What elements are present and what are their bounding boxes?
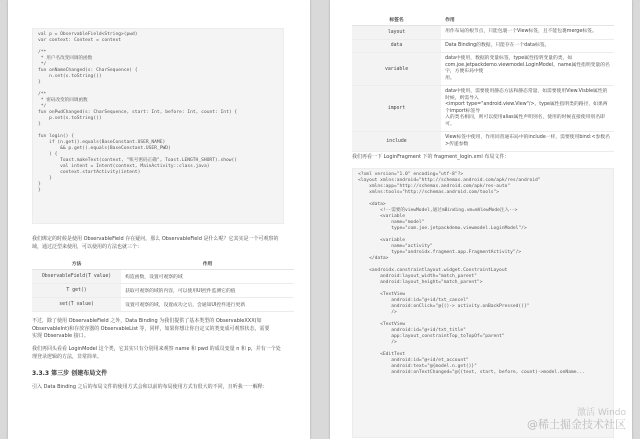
text-line: context.startActivity(intent) [38,170,141,175]
tag-desc-cell [441,26,614,40]
text-line: <EditText [358,352,406,357]
text-line: android:layout_height="match_parent"> [358,280,483,285]
text-line: android:text="@{model.n.get()}" [358,364,477,369]
table-row [32,270,294,284]
desc-cell: 构造函数，设置可观察的域 [121,270,294,284]
text-line: <?xml version="1.0" encoding="utf-8"?> [358,172,464,177]
text-line: <variable [358,214,406,219]
kotlin-code-block [32,28,284,224]
section-heading: 3.3.3 第三步 创建布局文件 [32,370,108,377]
table-row [352,132,614,152]
paragraph-fragment-login: 我们再看一下 LoginFragment 下的 fragment_login.xml 布局文件： [352,154,510,160]
text-line: Toast.makeText(context, "账号密码正确", Toast.LENGTH_SHORT).show() [38,158,238,163]
text-line: 用。 [445,75,455,81]
text-line: </data> [358,256,389,261]
text-line: type="com.joe.jetpackdemo.viewmodel.LoginModel"/> [358,226,527,231]
text-line: android:id="@+id/txt_cancel" [358,298,469,303]
text-line: android:onTextChanged="@{(text, start, before, count)->model.onName... [358,370,585,375]
tag-cell: data [352,39,441,53]
paragraph-observable-types [32,318,294,341]
tag-desc-header: 作用 [441,14,614,26]
text-line: } [38,176,52,181]
method-cell: T get() [32,284,121,298]
text-line: <TextView [358,292,406,297]
text-line: /** [38,50,47,55]
tag-desc-cell [441,86,614,132]
text-line: * 密码改变的回调函数 [38,98,88,103]
paragraph-layout-intro [32,384,294,392]
text-line: type="androidx.fragment.app.FragmentActivity"/> [358,250,522,255]
tag-header: 标签名 [352,14,441,26]
method-header: 方法 [32,258,121,270]
text-line: 域，通过泛型来使用，可以使用的方法也就三个： [32,243,143,250]
juejin-watermark: @稀土掘金技术社区 [527,418,626,431]
tag-cell: variable [352,53,441,86]
windows-activation-text: 激活 Windo [577,408,626,418]
text-line: xmlns:tools="http://schemas.android.com/tools"> [358,190,500,195]
text-line: val intent = Intent(context, MainActivity::class.java) [38,164,210,169]
table-row [352,53,614,86]
text-line: 用作布局的根节点，只能包裹一个View标签，且不能包裹merge标签。 [445,29,597,34]
right-page [330,0,632,439]
xml-code-block [352,168,614,438]
method-table [32,258,294,312]
text-line: 实现 Observable 接口。 [32,333,89,339]
tag-cell: layout [352,26,441,40]
text-line: && p.get().equals(BaseConstant.USER_PWD) [38,146,171,151]
text-line: <TextView [358,322,406,327]
text-line: 我们绑定的时候是使用 ObservableField 存在疑问，那么 ObservableField 是什么呢？它其实是一个可观察的 [32,236,279,242]
left-page [8,0,310,439]
text-line: } [38,80,41,85]
text-line: 不过，除了使用 ObservableField 之外，Data Binding 为我们提供了基本类型的 ObservableXXX(如 [32,318,262,324]
text-line: <import type="android.view.View"/>。type属性指明类的路径，如果两个import标签导 [445,102,608,114]
table-row [32,298,294,312]
method-cell: set(T value) [32,298,121,312]
paragraph-loginmodel [32,346,294,361]
text-line: android:onClick="@{()-> activity.onBackPressed()}" [358,304,530,309]
text-line: <androidx.constraintlayout.widget.ConstraintLayout [358,268,508,273]
text-line: <data> [358,202,386,207]
text-line: Data Binding的数据，只能存在一个data标签。 [445,42,550,48]
text-line: fun onPwdChanged(s: CharSequence, start: Int, before: Int, count: Int) { [38,110,238,115]
text-line: 入的类名相同，则可以使用alias属性声明别名，使用的时候直接使用别名即可。 [445,115,605,127]
text-line: } [38,122,41,127]
text-line: fun login() { [38,134,74,139]
tag-desc-cell [441,53,614,86]
text-line: /> [358,310,397,315]
text-line: ObservableInt)和存放容器的 ObservableList 等，同样，如果你想让你自定义的类变成可观察状态，需要 [32,325,270,332]
text-line: android:layout_width="match_parent" [358,274,477,279]
text-line: app:layout_constraintTop_toTopOf="parent" [358,334,505,339]
text-line: <!--需要的viewModel,通过mBinding.vm=mViewMode注入--> [358,208,518,213]
text-line: View标签中使用，作用同普通布局中的include一样，需要使用bind:<参数名>传递参数 [445,135,610,147]
text-line: if (n.get().equals(BaseConstant.USER_NAME) [38,140,166,145]
table-row [352,39,614,53]
text-line: } [38,188,41,193]
text-line: name="activity" [358,244,433,249]
text-line: 我们再回头看看 LoginModel 这个类，它其实只有分别用来观察 name 和 pwd 的成员变量 n 和 p，并有一个处 [32,346,281,352]
tag-desc-cell [441,39,614,53]
tag-table [352,14,614,152]
text-line: com.joe.jetpackdemo.viewmodel.LoginModel。name属性指明变量的名字，方便布局中使 [445,62,610,74]
text-line: } [38,182,41,187]
tag-cell: include [352,132,441,152]
text-line: */ [38,62,47,67]
text-line: /> [358,340,397,345]
desc-header: 作用 [121,258,294,270]
text-line: */ [38,104,47,109]
table-row [352,86,614,132]
text-line: n.set(s.toString()) [38,74,102,79]
desc-cell: 设置可观察的域，设置成功之后，会通知UI控件进行更新 [121,298,294,312]
paragraph-observablefield [32,236,294,251]
table-row [32,284,294,298]
text-line: android:id="@+id/et_account" [358,358,469,363]
text-line: android:id="@+id/txt_title" [358,328,466,333]
text-line: * 用户名改变回调的函数 [38,56,93,61]
method-cell: ObservableField(T value) [32,270,121,284]
text-line: <layout xmlns:android="http://schemas.android.com/apk/res/android" [358,178,541,183]
text-line: var context: Context = context [38,38,121,43]
tag-cell: import [352,86,441,132]
text-line: 理登录逻辑的方法，非常简单。 [32,353,103,360]
table-row [352,26,614,40]
text-line: fun onNameChanged(s: CharSequence) { [38,68,138,73]
text-line: /** [38,92,47,97]
watermark [527,407,626,431]
text-line: <variable [358,238,406,243]
text-line: ) { [38,152,58,157]
desc-cell: 获取可观察的域的内容，可以使用UI控件监测它的值 [121,284,294,298]
text-line: data中使用，数据的变量标签，type属性指明变量的类，如 [445,56,573,61]
text-line: p.set(s.toString()) [38,116,102,121]
text-line: xmlns:app="http://schemas.android.com/apk/res-auto" [358,184,511,189]
tag-desc-cell [441,132,614,152]
text-line: data中使用，需要使用静态方法和静态常量，如需要使用View.Visble属性的时候，则需导入 [445,89,608,101]
text-line: val p = ObservableField<String>(pwd) [38,32,138,37]
text-line: name="model" [358,220,425,225]
text-line: 引入 Data Binding 之后的布局文件的使用方式会和以前的布局使用方式有很大的不同，且听我一一解释： [32,384,268,390]
